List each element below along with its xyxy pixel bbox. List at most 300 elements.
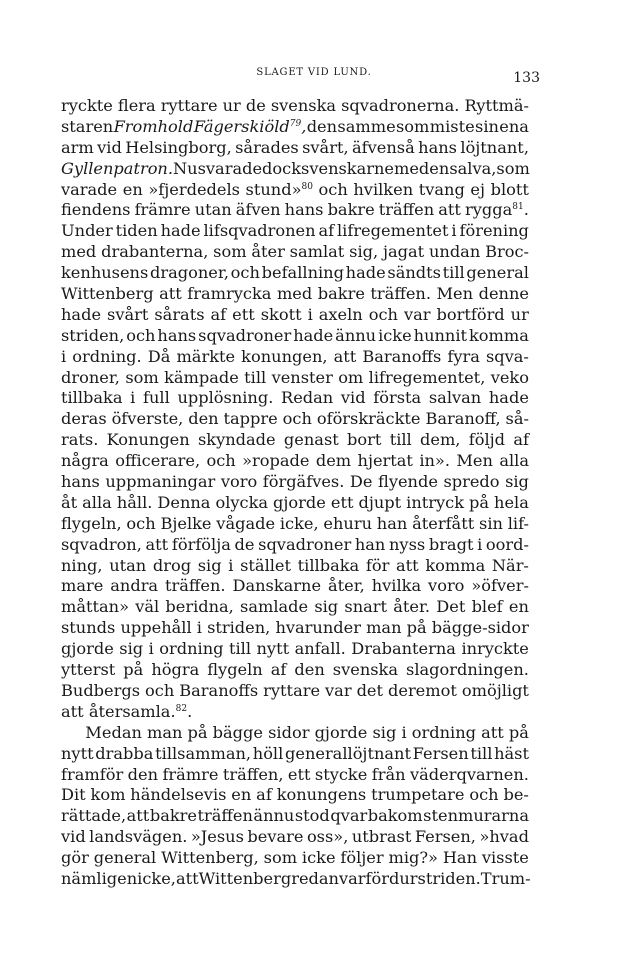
word: svenska (332, 660, 399, 680)
word: konungen, (241, 346, 328, 366)
word: bakre (327, 200, 375, 220)
word: i (451, 221, 457, 241)
word: sqvadroner (198, 325, 292, 345)
word: bevare (247, 827, 304, 847)
word: Wittenberg (198, 868, 292, 888)
word: förening (459, 221, 529, 241)
word: varade (61, 179, 118, 199)
word: sidor (268, 722, 310, 742)
word: de (234, 534, 255, 554)
word: ej (470, 179, 486, 199)
word: den (188, 409, 219, 429)
word: Denna (157, 492, 211, 512)
word: slagordningen. (406, 660, 529, 680)
word: dem (315, 451, 352, 471)
body-text (61, 96, 529, 890)
word: de (245, 96, 266, 115)
word: fiendens (61, 200, 131, 220)
word: Ryttmä- (464, 96, 529, 115)
word: svenska (270, 96, 337, 115)
word: gjorde (273, 492, 326, 512)
word: vågade (216, 513, 276, 533)
word: att (438, 200, 461, 220)
word: att (395, 555, 419, 575)
word: af (270, 660, 287, 680)
word: en (429, 158, 450, 178)
word: »öfver- (471, 576, 529, 596)
word: kom (90, 785, 126, 805)
word: drog (152, 555, 192, 575)
word: denne (478, 284, 529, 304)
word: hans (418, 137, 457, 157)
word: väl (135, 597, 160, 617)
word: till (244, 367, 267, 387)
text-line (61, 597, 529, 618)
word: han (376, 513, 408, 533)
word: den (127, 764, 159, 784)
word: När- (491, 555, 529, 575)
word: stunds (61, 618, 116, 638)
text-line (61, 117, 529, 138)
word: De (349, 472, 373, 492)
word: lifregementet, (368, 367, 486, 387)
word: Fersen (412, 743, 469, 763)
word: Broc- (485, 242, 529, 262)
word: en (231, 785, 252, 805)
word: sqvadronerna. (341, 96, 460, 115)
word: flygeln (207, 660, 263, 680)
word: kämpade (164, 367, 239, 387)
word: uppmaningar (105, 472, 216, 492)
word: bägge (212, 722, 263, 742)
text-line (61, 430, 529, 451)
word: att (145, 534, 169, 554)
word: Då (147, 346, 171, 366)
word: och (206, 451, 236, 471)
word: Baranoffs (179, 680, 259, 700)
word: striden, (207, 618, 271, 638)
word: förfölja (171, 534, 231, 554)
word: beridna, (165, 597, 234, 617)
word: deremot (388, 680, 457, 700)
word: var (403, 304, 431, 324)
word: till (470, 743, 493, 763)
word: konungens (276, 785, 367, 805)
word: att (61, 701, 84, 721)
word: i (401, 722, 407, 742)
text-line (61, 639, 529, 660)
word: hans (284, 200, 324, 220)
word: Budbergs (61, 680, 141, 700)
word: och (126, 325, 156, 345)
word: häst (494, 743, 529, 763)
word: omöjligt (461, 680, 529, 700)
word: träffen. (370, 284, 431, 304)
word: som (125, 367, 159, 387)
word: förgäfves. (262, 472, 345, 492)
word: ordning (159, 639, 224, 659)
word: Wittenberg (61, 284, 154, 304)
word: blott (490, 179, 529, 199)
word: återfått (412, 513, 475, 533)
word: trumpetare (371, 785, 465, 805)
word: flyende (378, 472, 438, 492)
word: jagat (382, 242, 425, 262)
word: komma (469, 325, 529, 345)
word: återsamla.$^{82}$. (88, 701, 193, 721)
word: genast (283, 430, 339, 450)
text-line (61, 347, 529, 368)
word: att (333, 346, 357, 366)
word: drabba (95, 743, 154, 763)
word: hvilken (353, 179, 414, 199)
text-line (61, 765, 529, 786)
word: öfverste, (111, 409, 184, 429)
word: till (228, 639, 252, 659)
word: oss», (306, 827, 349, 847)
text-line (61, 263, 529, 284)
word: »ropade (242, 451, 310, 471)
word: Baranoff, (425, 409, 501, 429)
word: åter (251, 242, 285, 262)
word: främre (134, 200, 191, 220)
word: oord- (485, 534, 529, 554)
word: hade (488, 388, 529, 408)
word: hunnit (413, 325, 468, 345)
word: vid (97, 137, 122, 157)
text-line (61, 869, 529, 890)
word: Gyllenpatron. (61, 158, 174, 178)
word: »Jesus (190, 827, 244, 847)
word: ryckte (61, 96, 113, 115)
word: be- (503, 785, 529, 805)
word: ur (399, 868, 418, 888)
word: lif- (507, 513, 529, 533)
word: af (513, 430, 529, 450)
word: hade (61, 304, 102, 324)
word: han (354, 534, 386, 554)
text-line (61, 514, 529, 535)
word: svarade (197, 158, 263, 178)
word: Fersen, (414, 827, 476, 847)
word: sig (119, 639, 144, 659)
text-line (61, 576, 529, 597)
word: vid (61, 827, 86, 847)
word: och (282, 409, 312, 429)
word: kenhusens (61, 263, 149, 283)
word: stycke (314, 764, 368, 784)
word: fyra (447, 346, 480, 366)
word: skott (260, 304, 302, 324)
word: och (368, 304, 398, 324)
word: Trum- (480, 868, 531, 888)
word: följd (468, 430, 506, 450)
word: anfall. (294, 639, 346, 659)
word: hjertat (357, 451, 413, 471)
word: Fromhold (113, 116, 194, 136)
word: mare (61, 576, 104, 596)
word: dock (262, 158, 302, 178)
word: flera (117, 96, 156, 115)
word: snart (344, 597, 388, 617)
word: Baranoffs (362, 346, 442, 366)
word: ytterst (61, 660, 116, 680)
word: voro (428, 576, 465, 596)
word: utan (109, 555, 147, 575)
word: åter, (327, 576, 365, 596)
word: svårt, (302, 137, 349, 157)
text-line (61, 660, 529, 681)
word: sqvadroner (258, 534, 352, 554)
word: Under (61, 221, 113, 241)
word: spredo (443, 472, 500, 492)
word: olycka (215, 492, 269, 512)
word: stund»$^{80}$ (245, 179, 313, 199)
word: väderqvarnen. (409, 764, 529, 784)
text-line (61, 744, 529, 765)
text-line (61, 827, 529, 848)
word: officerare, (115, 451, 201, 471)
word: tillsamman, (155, 743, 252, 763)
word: sig (505, 472, 529, 492)
word: att (126, 806, 150, 826)
text-line (61, 472, 529, 493)
word: ehuru (323, 513, 373, 533)
word: ning, (61, 555, 103, 575)
word: höll (252, 743, 284, 763)
word: visste (481, 848, 529, 868)
word: befallning (261, 263, 344, 283)
word: som (213, 242, 247, 262)
word: sig (314, 597, 339, 617)
word: nyss (389, 534, 426, 554)
word: samlade (240, 597, 309, 617)
word: Helsingborg, (125, 137, 232, 157)
text-line (61, 806, 529, 827)
word: bragt (428, 534, 474, 554)
word: mig?» (388, 848, 438, 868)
word: voro (220, 472, 258, 492)
word: om (338, 367, 364, 387)
word: med (61, 242, 97, 262)
word: några (61, 451, 109, 471)
word: striden. (417, 868, 481, 888)
word: högra (151, 660, 200, 680)
word: bägge-sidor (431, 618, 529, 638)
word: hade (160, 221, 201, 241)
word: på (469, 492, 490, 512)
word: att (159, 284, 182, 304)
text-line (61, 200, 529, 221)
word: landsvägen. (89, 827, 188, 847)
word: droner, (61, 367, 120, 387)
word: ännu (335, 325, 377, 345)
word: som (396, 116, 430, 136)
text-line (61, 96, 529, 117)
word: Wittenberg, (161, 848, 259, 868)
word: undan (428, 242, 481, 262)
word: tvang (418, 179, 465, 199)
word: nämligen (61, 868, 138, 888)
word: bakre (149, 806, 197, 826)
word: att (175, 868, 199, 888)
running-title: SLAGET VID LUND. (256, 67, 372, 78)
word: salva, (449, 158, 497, 178)
page-number: 133 (513, 70, 540, 86)
word: striden, (61, 325, 125, 345)
word: framför (61, 764, 124, 784)
word: sin (475, 116, 499, 136)
word: venster (271, 367, 333, 387)
text-line (61, 535, 529, 556)
word: i (61, 346, 67, 366)
word: samme (337, 116, 396, 136)
word: samlat (289, 242, 345, 262)
word: full (143, 388, 170, 408)
word: i (148, 639, 154, 659)
word: ett (330, 492, 354, 512)
word: qvar (330, 806, 368, 826)
word: främre (162, 764, 219, 784)
text-line (61, 618, 529, 639)
word: djupt (358, 492, 402, 512)
word: sig (372, 722, 397, 742)
text-line (61, 848, 529, 869)
word: följer (340, 848, 384, 868)
word: träffen (378, 200, 435, 220)
word: Dit (61, 785, 86, 805)
word: nytt (61, 743, 94, 763)
word: var (338, 868, 366, 888)
word: bortförd (436, 304, 505, 324)
word: hade (293, 325, 334, 345)
word: miste (429, 116, 475, 136)
text-line (61, 242, 529, 263)
word: Konungen (106, 430, 190, 450)
word: åt (61, 492, 78, 512)
word: icke, (279, 513, 319, 533)
word: veko (490, 367, 529, 387)
word: till (442, 263, 465, 283)
word: general (466, 263, 529, 283)
word: gör (61, 848, 89, 868)
word: Fägerskiöld$^{79}$, (193, 116, 307, 136)
text-line (61, 326, 529, 347)
word: och (126, 513, 156, 533)
text-line (61, 702, 529, 723)
word: deras (61, 409, 107, 429)
text-line (61, 221, 529, 242)
word: flygeln, (61, 513, 122, 533)
word: sändts (387, 263, 441, 283)
word: ryttare (263, 680, 321, 700)
word: salvan (428, 388, 482, 408)
text-line (61, 388, 529, 409)
word: äfven (235, 200, 281, 220)
word: ur (222, 96, 241, 115)
word: sqva- (485, 346, 529, 366)
word: tillbaka (61, 388, 123, 408)
text-line (61, 723, 529, 744)
word: hans (157, 325, 197, 345)
text-line (61, 493, 529, 514)
word: af (256, 785, 272, 805)
word: lifsqvadronen (203, 221, 316, 241)
word: redan (291, 868, 339, 888)
word: Nu (173, 158, 198, 178)
word: var (325, 680, 352, 700)
word: gjorde (61, 639, 114, 659)
word: Redan (281, 388, 334, 408)
word: sig (197, 555, 222, 575)
word: till (389, 430, 412, 450)
word: på (187, 722, 208, 742)
word: så- (505, 409, 529, 429)
word: stod (294, 806, 330, 826)
word: svenskarne (301, 158, 394, 178)
word: ena (499, 116, 529, 136)
word: icke, (137, 868, 176, 888)
word: tappre (223, 409, 278, 429)
word: Drabanterna (351, 639, 456, 659)
word: andra (110, 576, 159, 596)
word: och (318, 179, 348, 199)
word: Medan (85, 722, 142, 742)
word: Men (456, 451, 493, 471)
word: sårats (154, 304, 205, 324)
word: tiden (115, 221, 158, 241)
word: den (306, 116, 338, 136)
word: svårt (107, 304, 149, 324)
word: »hvad (479, 827, 529, 847)
text-line (61, 681, 529, 702)
word: »fjerdedels (148, 179, 240, 199)
word: nytt (256, 639, 290, 659)
word: förd (365, 868, 400, 888)
word: ur (510, 304, 529, 324)
text-line (61, 368, 529, 389)
word: ordning. (72, 346, 142, 366)
word: stället (240, 555, 292, 575)
text-line (61, 284, 529, 305)
word: på (508, 722, 529, 742)
word: och (145, 680, 175, 700)
word: intryck (406, 492, 465, 512)
word: arm (61, 137, 94, 157)
word: ryttare (160, 96, 218, 115)
text-line (61, 451, 529, 472)
text-line (61, 138, 529, 159)
word: håll. (116, 492, 153, 512)
word: för (365, 555, 390, 575)
word: Bjelke (160, 513, 212, 533)
word: från (371, 764, 406, 784)
word: på (406, 618, 427, 638)
text-line (61, 556, 529, 577)
word: i (228, 555, 234, 575)
text-line (61, 305, 529, 326)
word: Men (436, 284, 474, 304)
word: händelsevis (130, 785, 227, 805)
word: i (196, 618, 202, 638)
word: i (307, 304, 313, 324)
word: icke (378, 325, 412, 345)
word: dragoner, (150, 263, 229, 283)
word: hela (494, 492, 529, 512)
word: det (356, 680, 384, 700)
word: rättade, (61, 806, 127, 826)
word: sin (479, 513, 503, 533)
